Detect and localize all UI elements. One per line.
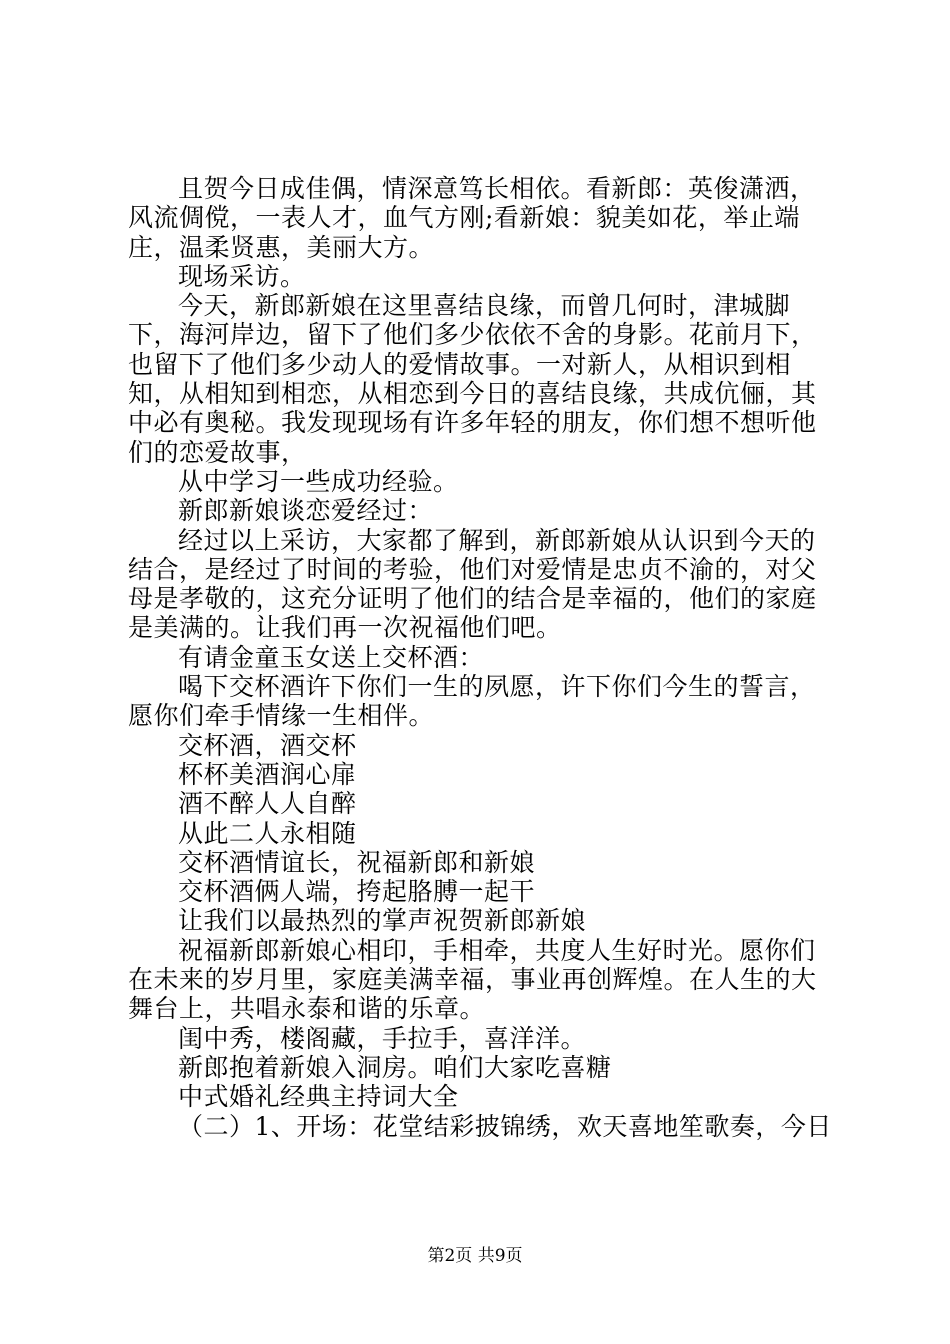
paragraph-opening: （二）1、开场：花堂结彩披锦绣，欢天喜地笙歌奏，今日 [178, 1111, 832, 1141]
verse-line: 交杯酒，酒交杯 [178, 730, 357, 760]
paragraph-toast-vow: 喝下交杯酒许下你们一生的夙愿，许下你们今生的誓言，愿你们牵手情缘一生相伴。 [128, 672, 816, 731]
paragraph-bridal-chamber: 新郎抱着新娘入洞房。咱们大家吃喜糖 [178, 1052, 612, 1082]
paragraph-interview-summary: 经过以上采访，大家都了解到，新郎新娘从认识到今天的结合，是经过了时间的考验，他们对爱情是忠贞不渝的，对父母是孝敬的，这充分证明了他们的结合是幸福的，他们的家庭是美满的。让我们再一次祝福他们吧。 [128, 525, 817, 643]
paragraph-live-interview: 现场采访。 [178, 261, 306, 291]
verse-line: 从此二人永相随 [178, 818, 357, 848]
page-number-footer: 第2页 共9页 [427, 1246, 523, 1266]
verse-line: 闺中秀，楼阁藏，手拉手，喜洋洋。 [178, 1023, 587, 1053]
paragraph-learn-experience: 从中学习一些成功经验。 [178, 466, 459, 496]
verse-line: 交杯酒情谊长，祝福新郎和新娘 [178, 847, 536, 877]
document-body [128, 174, 838, 1141]
verse-line: 杯杯美酒润心扉 [178, 759, 357, 789]
paragraph-courtship-story: 新郎新娘谈恋爱经过： [178, 496, 434, 526]
paragraph-invite-toast: 有请金童玉女送上交杯酒： [178, 642, 485, 672]
section-heading: 中式婚礼经典主持词大全 [178, 1082, 459, 1112]
paragraph-blessing: 祝福新郎新娘心相印，手相牵，共度人生好时光。愿你们在未来的岁月里，家庭美满幸福，事业再创辉煌。在人生的大舞台上，共唱永泰和谐的乐章。 [128, 935, 817, 1024]
verse-line: 酒不醉人人自醉 [178, 789, 357, 819]
verse-line: 让我们以最热烈的掌声祝贺新郎新娘 [178, 906, 587, 936]
verse-line: 交杯酒俩人端，挎起胳膊一起干 [178, 877, 536, 907]
paragraph-groom-bride-praise: 且贺今日成佳偶，情深意笃长相依。看新郎：英俊潇洒，风流倜傥，一表人才，血气方刚;看新娘：貌美如花，举止端庄，温柔贤惠，美丽大方。 [128, 174, 816, 262]
paragraph-love-story: 今天，新郎新娘在这里喜结良缘，而曾几何时，津城脚下，海河岸边，留下了他们多少依依不舍的身影。花前月下，也留下了他们多少动人的爱情故事。一对新人，从相识到相知，从相知到相恋，从相恋到今日的喜结良缘，共成伉俪，其中必有奥秘。我发现现场有许多年轻的朋友，你们想不想听他们的恋爱故事， [128, 291, 817, 467]
